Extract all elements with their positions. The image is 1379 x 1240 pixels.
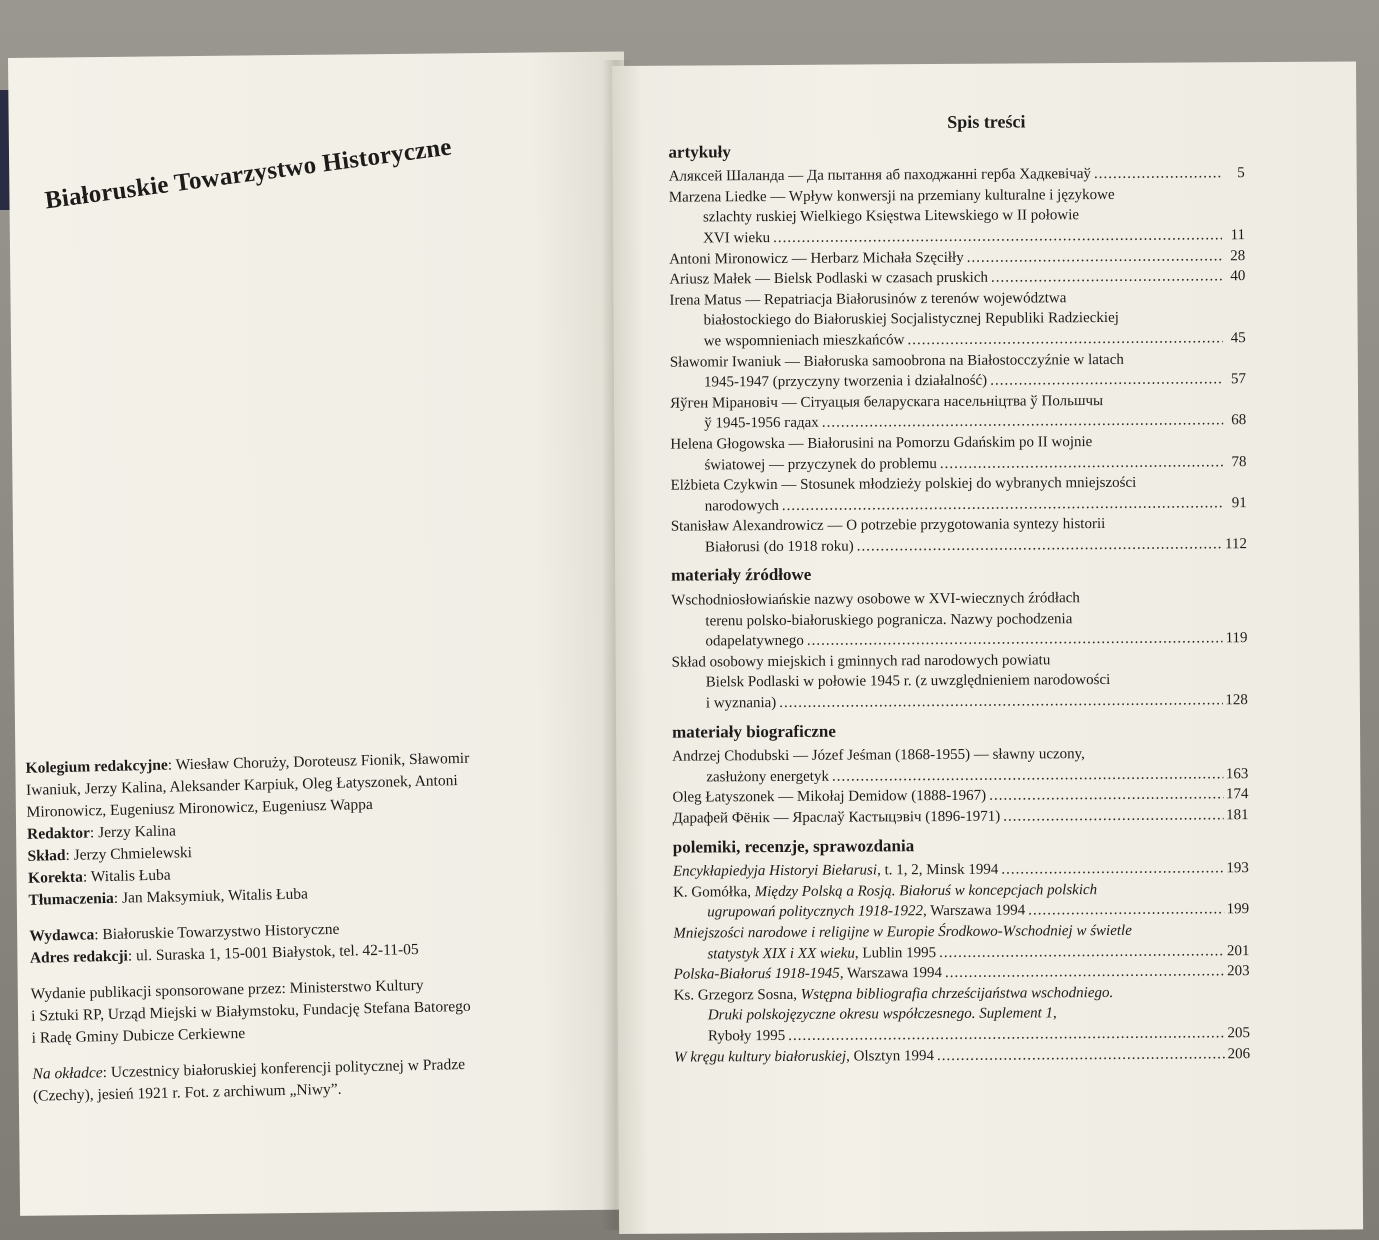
toc-entry-line xyxy=(673,961,1249,985)
editor-label: Redaktor xyxy=(26,824,91,843)
toc-entry-text xyxy=(704,454,937,476)
toc-dot-leader xyxy=(939,941,1224,963)
toc-entry xyxy=(670,349,1246,394)
toc-page-number: 5 xyxy=(1237,165,1245,182)
toc-entry-line xyxy=(673,858,1249,882)
colophon xyxy=(25,746,553,1108)
toc-entry-text xyxy=(672,786,986,809)
toc-page-number: 78 xyxy=(1231,453,1247,470)
toc-entry xyxy=(671,587,1247,652)
toc-entry xyxy=(671,513,1247,558)
toc-section-heading: materiały biograficzne xyxy=(672,721,836,742)
address-label: Adres redakcji xyxy=(29,947,129,967)
toc-entry-text xyxy=(704,330,905,352)
table-of-contents xyxy=(668,110,1250,1068)
toc-text-segment: terenu polsko-białoruskiego pogranicza. Nazwy pochodzenia xyxy=(705,610,1073,630)
toc-page-number: 28 xyxy=(1230,247,1246,264)
toc-entry xyxy=(673,879,1249,924)
toc-dot-leader xyxy=(822,411,1224,434)
publisher-text: : Białoruskie Towarzystwo Historyczne xyxy=(94,920,340,944)
address-text: : ul. Suraska 1, 15-001 Białystok, tel. 42-11-05 xyxy=(127,940,419,965)
toc-entry xyxy=(674,982,1250,1047)
right-page xyxy=(612,61,1363,1234)
toc-text-segment: K. Gomółka, xyxy=(673,883,755,901)
toc-text-segment: Mniejszości narodowe i religijne w Europie Środkowo-Wschodniej w świetle xyxy=(673,922,1132,942)
translations-text: : Jan Maksymiuk, Witalis Łuba xyxy=(113,885,309,907)
toc-dot-leader xyxy=(989,785,1223,807)
toc-text-segment: , t. 1, 2, Minsk 1994 xyxy=(876,861,999,879)
toc-dot-leader xyxy=(945,961,1224,983)
toc-text-segment: szlachty ruskiej Wielkiego Księstwa Litewskiego w II połowie xyxy=(702,207,1080,226)
toc-text-segment: XVI wieku xyxy=(703,230,771,247)
toc-entry-line xyxy=(674,1044,1250,1068)
toc-entry-text xyxy=(707,943,936,965)
toc-entry xyxy=(673,805,1249,829)
editorial-board-text: : Wiesław Choruży, Doroteusz Fionik, Sławomir xyxy=(167,749,470,774)
toc-page-number: 199 xyxy=(1226,901,1250,918)
typesetting-label: Skład xyxy=(27,846,66,865)
toc-entry-text xyxy=(705,536,854,558)
toc-dot-leader xyxy=(779,690,1222,713)
toc-section-heading: materiały źródłowe xyxy=(671,565,812,586)
editor-text: : Jerzy Kalina xyxy=(89,822,177,842)
toc-page-number: 181 xyxy=(1226,807,1249,824)
toc-text-segment: Wstępna bibliografia chrześcijaństwa wschodniego. xyxy=(800,984,1114,1003)
toc-entry-text xyxy=(669,164,1091,187)
toc-dot-leader xyxy=(857,534,1222,557)
toc-entry-line xyxy=(670,452,1246,476)
toc-text-segment: Bielsk Podlaski w połowie 1945 r. (z uwzględnieniem narodowości xyxy=(705,672,1111,691)
toc-entry-line xyxy=(670,410,1246,434)
toc-entry xyxy=(673,858,1249,882)
toc-entry-line xyxy=(669,266,1245,290)
toc-section-heading: artykuły xyxy=(668,141,731,162)
toc-page-number: 128 xyxy=(1225,692,1248,709)
toc-dot-leader xyxy=(967,246,1223,268)
toc-entry xyxy=(669,287,1245,352)
toc-text-segment: W kręgu kultury białoruskiej xyxy=(674,1048,847,1066)
toc-text-segment: , Warszawa 1994 xyxy=(922,902,1026,920)
toc-page-number: 174 xyxy=(1225,786,1249,803)
toc-entry-line xyxy=(669,163,1245,187)
proofreading-text: : Witalis Łuba xyxy=(82,866,171,886)
society-title: Białoruskie Towarzystwo Historyczne xyxy=(43,133,454,215)
toc-text-segment: Elżbieta Czykwin — Stosunek młodzieży polskiej do wybranych mniejszości xyxy=(670,474,1137,494)
proofreading-label: Korekta xyxy=(27,868,84,887)
toc-dot-leader xyxy=(937,1044,1225,1066)
toc-text-segment: Marzena Liedke — Wpływ konwersji na przemiany kulturalne i językowe xyxy=(668,186,1115,206)
toc-entry-text xyxy=(708,1026,785,1047)
toc-text-segment: , Warszawa 1994 xyxy=(839,965,943,982)
left-page xyxy=(8,52,636,1216)
toc-entry-line xyxy=(672,690,1248,714)
toc-entry-text xyxy=(673,860,999,883)
toc-page-number: 193 xyxy=(1226,860,1249,877)
cover-note-cont: (Czechy), jesień 1921 r. Fot. z archiwum „Niwy”. xyxy=(32,1080,342,1105)
editorial-board-cont: Mironowicz, Eugeniusz Mironowicz, Eugeniusz Wappa xyxy=(26,795,373,821)
toc-text-segment: statystyk XIX i XX wieku xyxy=(707,945,855,962)
publisher-label: Wydawca xyxy=(29,926,95,945)
cover-note-text: : Uczestnicy białoruskiej konferencji politycznej w Pradze xyxy=(102,1055,466,1082)
toc-entry xyxy=(673,920,1249,965)
toc-entry-line xyxy=(670,369,1246,393)
toc-text-segment: i wyznania) xyxy=(705,695,777,712)
toc-text-segment: ў 1945-1956 гадах xyxy=(704,415,819,432)
toc-page-number: 201 xyxy=(1226,942,1250,959)
toc-entry-text xyxy=(673,807,1001,830)
toc-page-number: 57 xyxy=(1230,371,1246,388)
toc-text-segment: Polska-Białoruś 1918-1945 xyxy=(673,965,840,983)
toc-entry-text xyxy=(669,247,964,269)
toc-text-segment: Аляксей Шаланда — Да пытання аб паходжанні герба Хадкевічаў xyxy=(668,166,1092,185)
toc-text-segment: ugrupowań politycznych 1918-1922 xyxy=(707,903,924,921)
toc-entry xyxy=(673,961,1249,985)
toc-entry-line xyxy=(671,628,1247,652)
toc-entry-text xyxy=(669,268,988,291)
toc-dot-leader xyxy=(773,225,1222,248)
toc-text-segment: Oleg Łatyszonek — Mikołaj Demidow (1888-1967) xyxy=(672,788,987,807)
toc-page-number: 91 xyxy=(1231,494,1247,511)
toc-entry xyxy=(669,266,1245,290)
toc-text-segment: we wspomnieniach mieszkańców xyxy=(703,332,905,350)
toc-entry-text xyxy=(706,693,777,714)
toc-dot-leader xyxy=(1028,900,1224,922)
toc-text-segment: Wschodniosłowiańskie nazwy osobowe w XVI-wiecznych źródłach xyxy=(671,590,1080,609)
translations-label: Tłumaczenia xyxy=(28,889,114,909)
toc-dot-leader xyxy=(1001,858,1223,880)
toc-dot-leader xyxy=(990,369,1223,391)
toc-page-number: 203 xyxy=(1226,963,1250,980)
toc-text-segment: , Lublin 1995 xyxy=(854,944,937,962)
toc-text-segment: Дарафей Фёнік — Яраслаў Кастыцэвіч (1896-1971) xyxy=(672,808,1001,827)
toc-entry-line xyxy=(670,328,1246,352)
toc-entry-text xyxy=(704,413,819,434)
toc-entry-text xyxy=(674,1046,934,1068)
toc-body xyxy=(668,139,1250,1068)
sponsor-line: i Sztuki RP, Urząd Miejski w Białymstoku, Fundację Stefana Batorego xyxy=(31,997,471,1025)
toc-text-segment: 1945-1947 (przyczyny tworzenia i działalność) xyxy=(703,372,988,391)
toc-section-heading: polemiki, recenzje, sprawozdania xyxy=(672,835,915,857)
toc-dot-leader xyxy=(991,266,1222,288)
toc-text-segment: Między Polską a Rosją. Białoruś w koncepcjach polskich xyxy=(754,881,1098,900)
toc-text-segment: Helena Głogowska — Białorusini na Pomorzu Gdańskim po II wojnie xyxy=(670,433,1093,453)
toc-entry-text xyxy=(704,371,987,393)
toc-entry xyxy=(669,163,1245,187)
toc-entry-text xyxy=(673,963,942,985)
toc-page-number: 206 xyxy=(1227,1045,1251,1062)
toc-dot-leader xyxy=(1003,805,1223,827)
sponsor-line: Wydanie publikacji sponsorowane przez: Ministerstwo Kultury xyxy=(30,976,424,1003)
toc-text-segment: Białorusi (do 1918 roku) xyxy=(704,538,854,556)
toc-dot-leader xyxy=(907,328,1222,351)
toc-text-segment: Ks. Grzegorz Sosna, xyxy=(673,986,801,1004)
toc-dot-leader xyxy=(1094,163,1222,184)
toc-entry-line xyxy=(671,493,1247,517)
toc-text-segment: Sławomir Iwaniuk — Białoruska samoobrona na Białostocczyźnie w latach xyxy=(669,351,1124,371)
toc-entry xyxy=(672,649,1248,714)
toc-entry-text xyxy=(705,631,803,652)
sponsor-line: i Radę Gminy Dubicze Cerkiewne xyxy=(31,1024,246,1047)
toc-dot-leader xyxy=(940,452,1224,474)
toc-text-segment: , Olsztyn 1994 xyxy=(846,1047,935,1065)
toc-page-number: 45 xyxy=(1230,330,1246,347)
toc-text-segment: odapelatywnego xyxy=(705,633,804,650)
toc-page-number: 163 xyxy=(1225,765,1249,783)
toc-text-segment: zasłużony energetyk xyxy=(706,768,829,786)
toc-entry-line xyxy=(673,805,1249,829)
toc-text-segment: Ryboły 1995 xyxy=(707,1027,786,1045)
toc-text-segment: Stanisław Alexandrowicz — O potrzebie przygotowania syntezy historii xyxy=(670,516,1106,535)
toc-entry-text xyxy=(703,228,770,249)
toc-text-segment: Andrzej Chodubski — Józef Jeśman (1868-1955) — sławny uczony, xyxy=(672,746,1085,765)
toc-entry-text xyxy=(705,496,779,517)
toc-text-segment: Skład osobowy miejskich i gminnych rad narodowych powiatu xyxy=(671,652,1051,671)
toc-entry-line xyxy=(673,899,1249,923)
toc-page-number: 68 xyxy=(1231,412,1247,429)
toc-page-number: 11 xyxy=(1230,227,1246,244)
toc-text-segment: światowej — przyczynek do problemu xyxy=(704,455,937,473)
toc-entry-text xyxy=(706,767,829,788)
typesetting-text: : Jerzy Chmielewski xyxy=(65,844,193,864)
toc-text-segment: Encykłapiedyja Historyi Biełarusi xyxy=(672,862,878,880)
toc-entry xyxy=(670,390,1246,435)
toc-dot-leader xyxy=(788,1023,1224,1046)
toc-dot-leader xyxy=(832,764,1223,787)
toc-page-number: 112 xyxy=(1224,536,1247,553)
toc-text-segment: Druki polskojęzyczne okresu współczesnego. Suplement 1 xyxy=(707,1005,1054,1024)
cover-note-label: Na okładce xyxy=(32,1064,103,1083)
toc-entry xyxy=(672,743,1248,788)
toc-entry xyxy=(674,1044,1250,1068)
editorial-board-label: Kolegium redakcyjne xyxy=(25,756,168,777)
toc-page-number: 119 xyxy=(1225,630,1248,647)
toc-dot-leader xyxy=(782,493,1224,516)
toc-text-segment: białostockiego do Białoruskiej Socjalistycznej Republiki Radzieckiej xyxy=(703,310,1119,329)
toc-text-segment: Antoni Mironowicz — Herbarz Michała Szęciłły xyxy=(669,249,964,268)
toc-text-segment: , xyxy=(1052,1005,1057,1022)
toc-text-segment: narodowych xyxy=(704,497,779,515)
toc-entry xyxy=(670,431,1246,476)
toc-entry xyxy=(669,184,1245,249)
toc-text-segment: Irena Matus — Repatriacja Białorusinów z terenów województwa xyxy=(669,289,1067,309)
toc-entry xyxy=(671,472,1247,517)
editorial-board-cont: Iwaniuk, Jerzy Kalina, Aleksander Karpiuk, Oleg Łatyszonek, Antoni xyxy=(25,772,458,799)
toc-entry-line xyxy=(671,534,1247,558)
toc-text-segment: Ariusz Małek — Bielsk Podlaski w czasach pruskich xyxy=(669,269,989,288)
toc-page-number: 205 xyxy=(1227,1025,1250,1042)
toc-page-number: 40 xyxy=(1230,268,1246,285)
toc-dot-leader xyxy=(807,629,1223,652)
toc-text-segment: Яўген Мірановіч — Сітуацыя беларускага насельніцтва ў Польшчы xyxy=(670,392,1104,412)
toc-title: Spis treści xyxy=(947,111,1026,132)
toc-entry-text xyxy=(707,901,1025,924)
